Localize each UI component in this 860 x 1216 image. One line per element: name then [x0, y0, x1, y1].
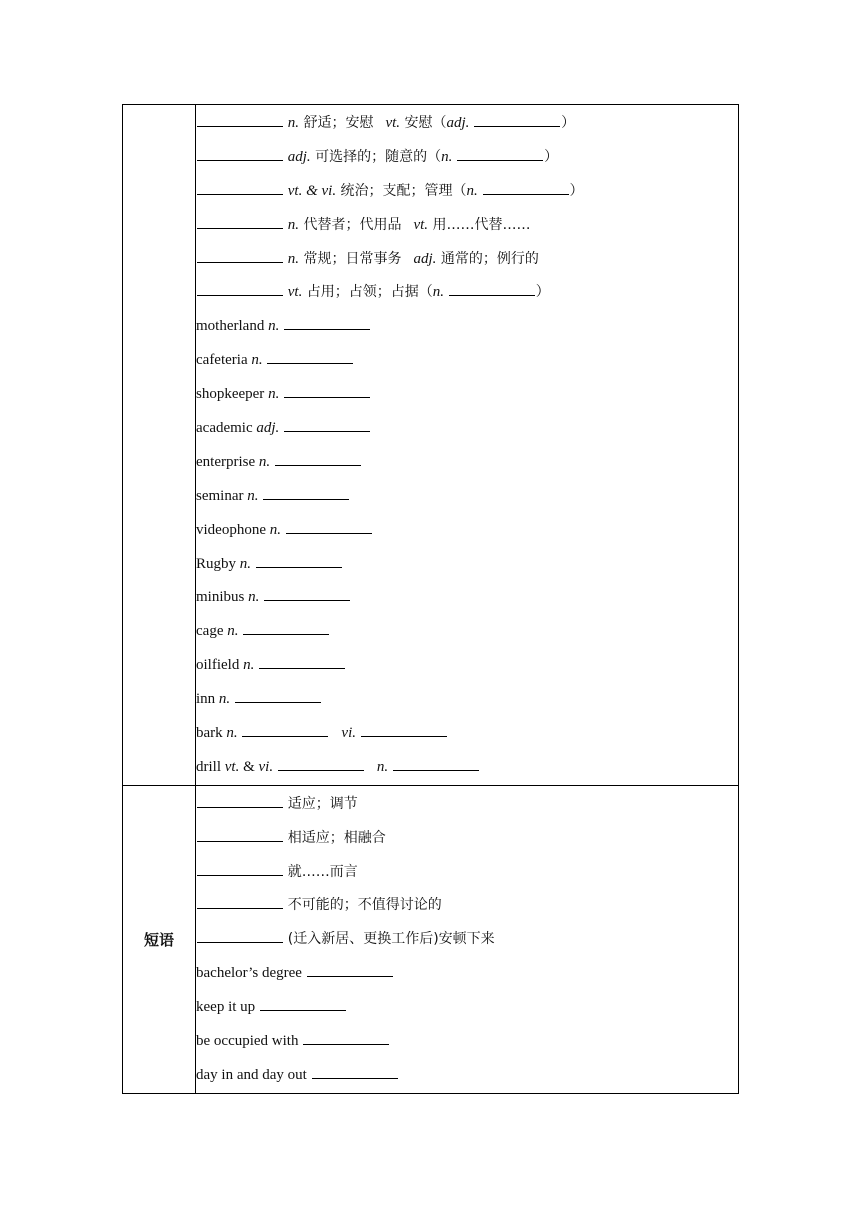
- word-entry: [196, 548, 738, 582]
- part-of-speech: n.: [441, 148, 453, 165]
- word-row: [196, 141, 738, 175]
- english-word: shopkeeper: [196, 386, 269, 403]
- meaning-text: 安慰（: [400, 115, 447, 131]
- word-entry: [196, 310, 738, 344]
- english-word: bark: [196, 725, 227, 742]
- word-entry: [196, 581, 738, 615]
- words-items-cell: [196, 105, 739, 786]
- word-entry: [196, 615, 738, 649]
- answer-blank[interactable]: [260, 1009, 346, 1011]
- phrase-row: [196, 957, 738, 991]
- word-entry: [196, 649, 738, 683]
- part-of-speech: vi.: [341, 725, 356, 742]
- meaning-text: 代替者；代用品: [299, 216, 402, 233]
- bracket: ）: [544, 148, 559, 165]
- answer-blank[interactable]: [263, 498, 349, 500]
- answer-blank[interactable]: [242, 735, 328, 737]
- answer-blank[interactable]: [197, 261, 283, 263]
- part-of-speech: vt.: [224, 758, 240, 775]
- part-of-speech: n.: [287, 250, 299, 267]
- answer-blank[interactable]: [267, 362, 353, 364]
- answer-blank[interactable]: [284, 430, 370, 432]
- answer-blank[interactable]: [256, 566, 342, 568]
- part-of-speech: vt.: [385, 115, 401, 131]
- phrases-items-cell: [196, 785, 739, 1093]
- answer-blank[interactable]: [197, 159, 283, 161]
- part-of-speech: n.: [251, 352, 263, 369]
- part-of-speech: n.: [287, 115, 299, 131]
- answer-blank[interactable]: [284, 396, 370, 398]
- phrase-meaning: 相适应；相融合: [287, 829, 386, 846]
- part-of-speech: n.: [226, 725, 238, 742]
- phrase-row: [196, 991, 738, 1025]
- word-entry: [196, 514, 738, 548]
- answer-blank[interactable]: [457, 159, 543, 161]
- english-word: inn: [196, 691, 219, 708]
- part-of-speech: n.: [243, 657, 255, 674]
- bracket: ）: [561, 115, 576, 131]
- text: &: [239, 758, 259, 775]
- category-cell-words: [123, 105, 196, 786]
- phrases-section: [123, 785, 739, 1093]
- answer-blank[interactable]: [393, 769, 479, 771]
- english-word: minibus: [196, 589, 249, 606]
- phrase-row: [196, 889, 738, 923]
- word-row: [196, 105, 738, 141]
- part-of-speech: n.: [268, 318, 280, 335]
- part-of-speech: vt. & vi.: [287, 182, 337, 199]
- part-of-speech: n.: [258, 453, 271, 470]
- meaning-text: 用……代替……: [428, 216, 531, 233]
- phrase-row: [196, 1025, 738, 1059]
- phrase-row: [196, 856, 738, 890]
- answer-blank[interactable]: [197, 193, 283, 195]
- answer-blank[interactable]: [197, 907, 283, 909]
- answer-blank[interactable]: [197, 125, 283, 127]
- word-entry: [196, 480, 738, 514]
- phrase-row: [196, 786, 738, 822]
- answer-blank[interactable]: [474, 125, 560, 127]
- part-of-speech: n.: [227, 623, 239, 640]
- phrase-meaning: 不可能的；不值得讨论的: [287, 897, 442, 914]
- answer-blank[interactable]: [275, 464, 361, 466]
- answer-blank[interactable]: [197, 227, 283, 229]
- word-row: [196, 175, 738, 209]
- meaning-text: 统治；支配；管理（: [336, 182, 467, 199]
- answer-blank[interactable]: [449, 294, 535, 296]
- vocabulary-table: [122, 104, 739, 1094]
- part-of-speech: n.: [432, 284, 445, 301]
- english-phrase: keep it up: [196, 999, 259, 1016]
- answer-blank[interactable]: [197, 294, 283, 296]
- answer-blank[interactable]: [235, 701, 321, 703]
- meaning-text: 可选择的；随意的（: [310, 148, 442, 165]
- part-of-speech: adj.: [446, 115, 470, 131]
- english-word: drill: [196, 758, 225, 775]
- word-row: [196, 276, 738, 310]
- english-word: enterprise: [196, 453, 259, 470]
- meaning-text: 占用；占领；占据（: [302, 284, 433, 301]
- phrase-row: [196, 822, 738, 856]
- answer-blank[interactable]: [286, 532, 372, 534]
- english-word: seminar: [196, 487, 248, 504]
- word-entry: [196, 717, 738, 751]
- part-of-speech: n.: [239, 555, 252, 572]
- part-of-speech: n.: [269, 521, 281, 538]
- meaning-text: 通常的；例行的: [436, 250, 539, 267]
- answer-blank[interactable]: [278, 769, 364, 771]
- word-entry: [196, 412, 738, 446]
- answer-blank[interactable]: [312, 1077, 398, 1079]
- answer-blank[interactable]: [197, 806, 283, 808]
- word-entry: [196, 344, 738, 378]
- english-word: cafeteria: [196, 352, 252, 369]
- part-of-speech: n.: [247, 487, 259, 504]
- part-of-speech: vt.: [287, 284, 303, 301]
- answer-blank[interactable]: [307, 975, 393, 977]
- part-of-speech: n.: [248, 589, 260, 606]
- english-word: cage: [196, 623, 228, 640]
- word-entry: [196, 446, 738, 480]
- word-entry: [196, 751, 738, 785]
- english-word: Rugby: [196, 555, 240, 572]
- part-of-speech: adj.: [256, 420, 280, 437]
- answer-blank[interactable]: [243, 633, 329, 635]
- phrase-meaning: (迁入新居、更换工作后)安顿下来: [287, 931, 495, 948]
- word-row: [196, 209, 738, 243]
- phrase-meaning: 适应；调节: [287, 795, 358, 812]
- phrase-row: [196, 1059, 738, 1093]
- english-word: oilfield: [196, 657, 244, 674]
- part-of-speech: adj.: [413, 250, 437, 267]
- answer-blank[interactable]: [483, 193, 569, 195]
- english-phrase: be occupied with: [196, 1033, 303, 1050]
- answer-blank[interactable]: [361, 735, 447, 737]
- english-phrase: bachelor’s degree: [196, 965, 306, 982]
- part-of-speech: vi.: [258, 758, 274, 775]
- answer-blank[interactable]: [197, 840, 283, 842]
- category-cell-phrases: 短语: [123, 785, 196, 1093]
- english-word: motherland: [196, 318, 269, 335]
- bracket: ）: [569, 182, 584, 199]
- answer-blank[interactable]: [284, 328, 370, 330]
- english-word: academic: [196, 420, 257, 437]
- english-word: videophone: [196, 521, 270, 538]
- meaning-text: 舒适；安慰: [299, 115, 374, 131]
- part-of-speech: adj.: [287, 148, 311, 165]
- part-of-speech: n.: [268, 386, 280, 403]
- word-entry: [196, 378, 738, 412]
- phrase-meaning: 就……而言: [287, 863, 358, 880]
- phrase-row: [196, 923, 738, 957]
- part-of-speech: vt.: [413, 216, 429, 233]
- english-phrase: day in and day out: [196, 1066, 311, 1083]
- part-of-speech: n.: [218, 691, 231, 708]
- answer-blank[interactable]: [197, 874, 283, 876]
- word-row: [196, 243, 738, 277]
- meaning-text: 常规；日常事务: [299, 250, 402, 267]
- part-of-speech: n.: [466, 182, 478, 199]
- answer-blank[interactable]: [264, 599, 350, 601]
- answer-blank[interactable]: [197, 941, 283, 943]
- part-of-speech: n.: [287, 216, 299, 233]
- answer-blank[interactable]: [303, 1043, 389, 1045]
- words-section: [123, 105, 739, 786]
- bracket: ）: [535, 284, 550, 301]
- word-entry: [196, 683, 738, 717]
- answer-blank[interactable]: [259, 667, 345, 669]
- part-of-speech: n.: [376, 758, 389, 775]
